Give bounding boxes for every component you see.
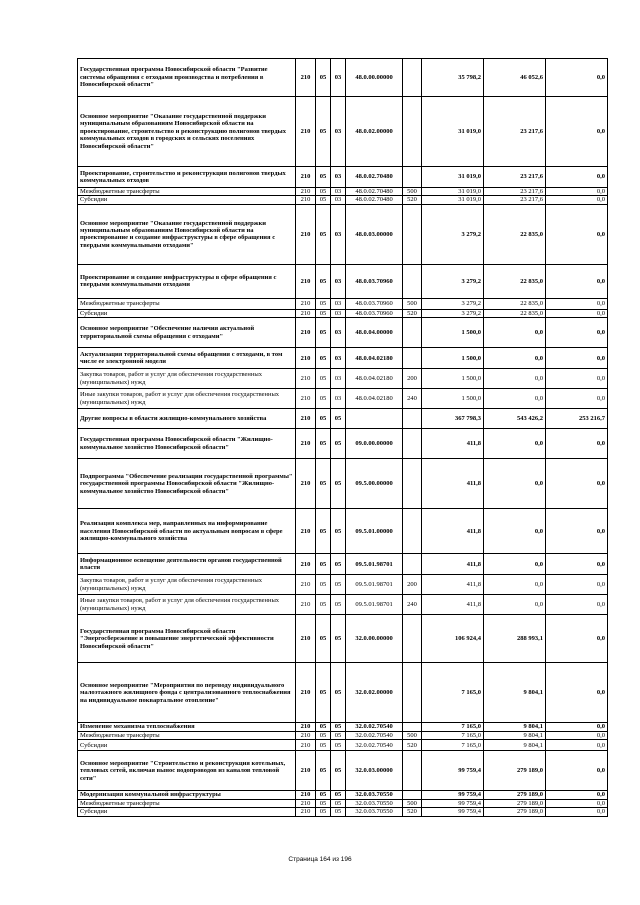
table-row [78, 196, 608, 204]
target-article-code: 48.0.03.70960 [346, 309, 403, 317]
amount-year-3: 0,0 [546, 196, 608, 204]
expense-type-code [403, 264, 422, 298]
expense-type-code: 500 [403, 188, 422, 196]
grbs-code: 210 [296, 459, 316, 509]
section-code: 05 [316, 808, 331, 816]
amount-year-2: 9 804,1 [484, 731, 546, 739]
item-name: Подпрограмма "Обеспечение реализации государственной программы" государственной программы Новосибирской области "Жилищно-коммунальное хозяйство Новосибирской области" [78, 459, 296, 509]
target-article-code: 48.0.03.00000 [346, 204, 403, 264]
target-article-code: 48.0.00.00000 [346, 59, 403, 97]
amount-year-3: 0,0 [546, 264, 608, 298]
grbs-code: 210 [296, 389, 316, 409]
amount-year-2: 0,0 [484, 348, 546, 369]
grbs-code: 210 [296, 188, 316, 196]
amount-year-1: 411,8 [422, 575, 484, 595]
page-footer: Страница 164 из 196 [288, 856, 352, 863]
section-code: 05 [316, 264, 331, 298]
amount-year-3: 0,0 [546, 751, 608, 791]
table-row [78, 791, 608, 799]
item-name: Проектирование, строительство и реконструкция полигонов твердых коммунальных отходов [78, 167, 296, 188]
grbs-code: 210 [296, 595, 316, 615]
amount-year-3: 0,0 [546, 554, 608, 575]
section-code: 05 [316, 389, 331, 409]
amount-year-1: 31 019,0 [422, 188, 484, 196]
target-article-code: 48.0.04.02180 [346, 348, 403, 369]
table-row [78, 409, 608, 429]
amount-year-3: 0,0 [546, 799, 608, 807]
amount-year-2: 23 217,6 [484, 196, 546, 204]
table-row [78, 595, 608, 615]
amount-year-2: 0,0 [484, 389, 546, 409]
grbs-code: 210 [296, 409, 316, 429]
amount-year-2: 279 189,0 [484, 799, 546, 807]
section-code: 05 [316, 348, 331, 369]
item-name: Закупка товаров, работ и услуг для обеспечения государственных (муниципальных) нужд [78, 575, 296, 595]
target-article-code: 09.5.01.00000 [346, 509, 403, 554]
grbs-code: 210 [296, 791, 316, 799]
target-article-code [346, 409, 403, 429]
amount-year-2: 0,0 [484, 459, 546, 509]
amount-year-3: 0,0 [546, 509, 608, 554]
target-article-code: 32.0.00.00000 [346, 615, 403, 663]
subsection-code: 03 [331, 97, 346, 167]
amount-year-3: 0,0 [546, 318, 608, 348]
subsection-code: 03 [331, 188, 346, 196]
subsection-code: 05 [331, 429, 346, 459]
amount-year-3: 0,0 [546, 615, 608, 663]
subsection-code: 05 [331, 595, 346, 615]
item-name: Межбюджетные трансферты [78, 799, 296, 807]
amount-year-2: 543 426,2 [484, 409, 546, 429]
subsection-code: 05 [331, 554, 346, 575]
expense-type-code [403, 167, 422, 188]
target-article-code: 32.0.03.70550 [346, 791, 403, 799]
amount-year-3: 0,0 [546, 369, 608, 389]
grbs-code: 210 [296, 799, 316, 807]
expense-type-code: 500 [403, 731, 422, 739]
item-name: Основное мероприятие "Мероприятия по переводу индивидуального малоэтажного жилищного фонда с централизованного теплоснабжения на индивидуальное поквартальное отопление" [78, 663, 296, 723]
expense-type-code: 240 [403, 389, 422, 409]
item-name: Иные закупки товаров, работ и услуг для обеспечения государственных (муниципальных) нужд [78, 595, 296, 615]
expense-type-code [403, 554, 422, 575]
item-name: Межбюджетные трансферты [78, 298, 296, 309]
item-name: Государственная программа Новосибирской области "Энергосбережение и повышение энергетической эффективности Новосибирской области" [78, 615, 296, 663]
amount-year-2: 279 189,0 [484, 808, 546, 816]
table-row [78, 389, 608, 409]
target-article-code: 48.0.02.00000 [346, 97, 403, 167]
section-code: 05 [316, 731, 331, 739]
section-code: 05 [316, 298, 331, 309]
table-row [78, 615, 608, 663]
table-row [78, 309, 608, 317]
amount-year-3: 0,0 [546, 808, 608, 816]
amount-year-1: 3 279,2 [422, 298, 484, 309]
grbs-code: 210 [296, 554, 316, 575]
subsection-code: 05 [331, 509, 346, 554]
amount-year-3: 0,0 [546, 97, 608, 167]
amount-year-1: 3 279,2 [422, 264, 484, 298]
target-article-code: 09.5.00.00000 [346, 459, 403, 509]
item-name: Информационное освещение деятельности органов государственной власти [78, 554, 296, 575]
expense-type-code [403, 509, 422, 554]
target-article-code: 48.0.03.70960 [346, 298, 403, 309]
expense-type-code [403, 318, 422, 348]
amount-year-1: 411,8 [422, 459, 484, 509]
item-name: Основное мероприятие "Оказание государственной поддержки муниципальным образованиям Новосибирской области на проектирование, строительство и реконструкцию полигонов твердых коммунальных отходов в городских и сельских поселениях Новосибирской области" [78, 97, 296, 167]
amount-year-3: 0,0 [546, 188, 608, 196]
table-row [78, 59, 608, 97]
amount-year-2: 9 804,1 [484, 723, 546, 731]
item-name: Иные закупки товаров, работ и услуг для обеспечения государственных (муниципальных) нужд [78, 389, 296, 409]
item-name: Актуализация территориальной схемы обращения с отходами, в том числе ее электронной модели [78, 348, 296, 369]
section-code: 05 [316, 196, 331, 204]
amount-year-1: 1 500,0 [422, 348, 484, 369]
subsection-code: 03 [331, 369, 346, 389]
expense-type-code [403, 409, 422, 429]
target-article-code: 32.0.02.70540 [346, 731, 403, 739]
amount-year-3: 0,0 [546, 575, 608, 595]
table-row [78, 554, 608, 575]
table-row [78, 575, 608, 595]
subsection-code: 03 [331, 264, 346, 298]
item-name: Субсидии [78, 740, 296, 751]
table-row [78, 799, 608, 807]
amount-year-1: 99 759,4 [422, 791, 484, 799]
grbs-code: 210 [296, 167, 316, 188]
table-row [78, 167, 608, 188]
subsection-code: 03 [331, 348, 346, 369]
target-article-code: 48.0.03.70960 [346, 264, 403, 298]
target-article-code: 09.5.01.98701 [346, 575, 403, 595]
section-code: 05 [316, 429, 331, 459]
section-code: 05 [316, 167, 331, 188]
target-article-code: 48.0.02.70480 [346, 188, 403, 196]
item-name: Субсидии [78, 808, 296, 816]
item-name: Проектирование и создание инфраструктуры в сфере обращения с твердыми коммунальными отходами [78, 264, 296, 298]
amount-year-2: 288 993,1 [484, 615, 546, 663]
amount-year-2: 9 804,1 [484, 740, 546, 751]
expense-type-code [403, 663, 422, 723]
item-name: Закупка товаров, работ и услуг для обеспечения государственных (муниципальных) нужд [78, 369, 296, 389]
expense-type-code [403, 751, 422, 791]
grbs-code: 210 [296, 663, 316, 723]
subsection-code: 03 [331, 204, 346, 264]
subsection-code: 05 [331, 575, 346, 595]
subsection-code: 05 [331, 791, 346, 799]
amount-year-1: 1 500,0 [422, 389, 484, 409]
amount-year-1: 367 798,3 [422, 409, 484, 429]
section-code: 05 [316, 595, 331, 615]
amount-year-1: 31 019,0 [422, 167, 484, 188]
grbs-code: 210 [296, 575, 316, 595]
target-article-code: 09.0.00.00000 [346, 429, 403, 459]
grbs-code: 210 [296, 723, 316, 731]
expense-type-code [403, 723, 422, 731]
amount-year-1: 7 165,0 [422, 663, 484, 723]
expense-type-code [403, 59, 422, 97]
amount-year-2: 279 189,0 [484, 791, 546, 799]
amount-year-1: 99 759,4 [422, 799, 484, 807]
section-code: 05 [316, 791, 331, 799]
grbs-code: 210 [296, 298, 316, 309]
expense-type-code: 520 [403, 309, 422, 317]
amount-year-3: 253 216,7 [546, 409, 608, 429]
subsection-code: 03 [331, 318, 346, 348]
amount-year-1: 31 019,0 [422, 196, 484, 204]
expense-type-code: 520 [403, 808, 422, 816]
table-row [78, 459, 608, 509]
item-name: Основное мероприятие "Оказание государственной поддержки муниципальным образованиям Новосибирской области на проектирование и создание инфраструктуры в сфере обращения с твердыми коммунальными отходами" [78, 204, 296, 264]
amount-year-1: 106 924,4 [422, 615, 484, 663]
subsection-code: 03 [331, 196, 346, 204]
amount-year-3: 0,0 [546, 59, 608, 97]
amount-year-1: 7 165,0 [422, 731, 484, 739]
item-name: Межбюджетные трансферты [78, 188, 296, 196]
amount-year-1: 99 759,4 [422, 751, 484, 791]
subsection-code: 05 [331, 731, 346, 739]
table-row [78, 204, 608, 264]
target-article-code: 32.0.03.00000 [346, 751, 403, 791]
amount-year-1: 1 500,0 [422, 318, 484, 348]
subsection-code: 05 [331, 459, 346, 509]
expense-type-code: 500 [403, 298, 422, 309]
target-article-code: 09.5.01.98701 [346, 595, 403, 615]
target-article-code: 48.0.04.02180 [346, 369, 403, 389]
target-article-code: 32.0.02.70540 [346, 740, 403, 751]
section-code: 05 [316, 309, 331, 317]
subsection-code: 03 [331, 298, 346, 309]
section-code: 05 [316, 554, 331, 575]
amount-year-3: 0,0 [546, 595, 608, 615]
budget-table [77, 58, 608, 817]
table-row [78, 298, 608, 309]
grbs-code: 210 [296, 808, 316, 816]
section-code: 05 [316, 723, 331, 731]
amount-year-3: 0,0 [546, 167, 608, 188]
amount-year-2: 0,0 [484, 429, 546, 459]
amount-year-2: 9 804,1 [484, 663, 546, 723]
target-article-code: 32.0.03.70550 [346, 799, 403, 807]
amount-year-1: 411,8 [422, 509, 484, 554]
expense-type-code [403, 204, 422, 264]
grbs-code: 210 [296, 429, 316, 459]
amount-year-2: 279 189,0 [484, 751, 546, 791]
section-code: 05 [316, 751, 331, 791]
amount-year-3: 0,0 [546, 740, 608, 751]
amount-year-3: 0,0 [546, 309, 608, 317]
expense-type-code [403, 97, 422, 167]
subsection-code: 03 [331, 389, 346, 409]
subsection-code: 03 [331, 59, 346, 97]
grbs-code: 210 [296, 196, 316, 204]
expense-type-code: 240 [403, 595, 422, 615]
amount-year-1: 99 759,4 [422, 808, 484, 816]
amount-year-3: 0,0 [546, 791, 608, 799]
section-code: 05 [316, 799, 331, 807]
section-code: 05 [316, 204, 331, 264]
target-article-code: 32.0.03.70550 [346, 808, 403, 816]
subsection-code: 05 [331, 663, 346, 723]
item-name: Субсидии [78, 196, 296, 204]
section-code: 05 [316, 409, 331, 429]
subsection-code: 05 [331, 723, 346, 731]
grbs-code: 210 [296, 369, 316, 389]
grbs-code: 210 [296, 59, 316, 97]
expense-type-code [403, 791, 422, 799]
amount-year-2: 23 217,6 [484, 97, 546, 167]
section-code: 05 [316, 663, 331, 723]
expense-type-code [403, 348, 422, 369]
amount-year-1: 411,8 [422, 554, 484, 575]
target-article-code: 48.0.02.70480 [346, 167, 403, 188]
section-code: 05 [316, 97, 331, 167]
amount-year-3: 0,0 [546, 298, 608, 309]
grbs-code: 210 [296, 740, 316, 751]
section-code: 05 [316, 459, 331, 509]
expense-type-code [403, 615, 422, 663]
expense-type-code: 520 [403, 196, 422, 204]
grbs-code: 210 [296, 309, 316, 317]
grbs-code: 210 [296, 318, 316, 348]
subsection-code: 05 [331, 751, 346, 791]
item-name: Межбюджетные трансферты [78, 731, 296, 739]
amount-year-2: 22 835,0 [484, 204, 546, 264]
subsection-code: 05 [331, 409, 346, 429]
table-row [78, 318, 608, 348]
grbs-code: 210 [296, 509, 316, 554]
target-article-code: 48.0.04.02180 [346, 389, 403, 409]
amount-year-1: 1 500,0 [422, 369, 484, 389]
table-row [78, 429, 608, 459]
item-name: Основное мероприятие "Обеспечение наличия актуальной территориальной схемы обращения с отходами" [78, 318, 296, 348]
amount-year-3: 0,0 [546, 731, 608, 739]
item-name: Реализация комплекса мер, направленных на информирование населения Новосибирской области по актуальным вопросам в сфере жилищно-коммунального хозяйства [78, 509, 296, 554]
table-row [78, 663, 608, 723]
section-code: 05 [316, 369, 331, 389]
target-article-code: 09.5.01.98701 [346, 554, 403, 575]
table-row [78, 188, 608, 196]
item-name: Изменение механизма теплоснабжения [78, 723, 296, 731]
item-name: Другие вопросы в области жилищно-коммунального хозяйства [78, 409, 296, 429]
section-code: 05 [316, 509, 331, 554]
table-row [78, 808, 608, 816]
expense-type-code: 520 [403, 740, 422, 751]
section-code: 05 [316, 575, 331, 595]
section-code: 05 [316, 188, 331, 196]
subsection-code: 05 [331, 808, 346, 816]
amount-year-3: 0,0 [546, 429, 608, 459]
amount-year-3: 0,0 [546, 204, 608, 264]
grbs-code: 210 [296, 204, 316, 264]
amount-year-1: 411,8 [422, 595, 484, 615]
target-article-code: 48.0.02.70480 [346, 196, 403, 204]
subsection-code: 05 [331, 740, 346, 751]
amount-year-2: 23 217,6 [484, 167, 546, 188]
amount-year-2: 22 835,0 [484, 298, 546, 309]
amount-year-2: 0,0 [484, 369, 546, 389]
amount-year-2: 46 052,6 [484, 59, 546, 97]
expense-type-code: 200 [403, 575, 422, 595]
table-row [78, 723, 608, 731]
grbs-code: 210 [296, 751, 316, 791]
item-name: Модернизация коммунальной инфраструктуры [78, 791, 296, 799]
section-code: 05 [316, 740, 331, 751]
table-row [78, 751, 608, 791]
amount-year-1: 3 279,2 [422, 204, 484, 264]
subsection-code: 05 [331, 799, 346, 807]
amount-year-1: 3 279,2 [422, 309, 484, 317]
amount-year-3: 0,0 [546, 348, 608, 369]
amount-year-1: 411,8 [422, 429, 484, 459]
item-name: Основное мероприятие "Строительство и реконструкция котельных, тепловых сетей, включая вынос водопроводов из каналов тепловой сети" [78, 751, 296, 791]
amount-year-2: 22 835,0 [484, 309, 546, 317]
expense-type-code [403, 459, 422, 509]
amount-year-1: 7 165,0 [422, 740, 484, 751]
amount-year-2: 0,0 [484, 595, 546, 615]
expense-type-code: 500 [403, 799, 422, 807]
amount-year-3: 0,0 [546, 459, 608, 509]
amount-year-2: 23 217,6 [484, 188, 546, 196]
grbs-code: 210 [296, 731, 316, 739]
section-code: 05 [316, 318, 331, 348]
amount-year-3: 0,0 [546, 389, 608, 409]
table-row [78, 509, 608, 554]
amount-year-1: 31 019,0 [422, 97, 484, 167]
item-name: Государственная программа Новосибирской области "Развитие системы обращения с отходами производства и потребления в Новосибирской области" [78, 59, 296, 97]
table-row [78, 97, 608, 167]
table-row [78, 264, 608, 298]
table-row [78, 348, 608, 369]
table-row [78, 740, 608, 751]
subsection-code: 03 [331, 167, 346, 188]
grbs-code: 210 [296, 348, 316, 369]
amount-year-2: 0,0 [484, 575, 546, 595]
amount-year-2: 0,0 [484, 554, 546, 575]
target-article-code: 32.0.02.00000 [346, 663, 403, 723]
subsection-code: 05 [331, 615, 346, 663]
amount-year-3: 0,0 [546, 663, 608, 723]
section-code: 05 [316, 615, 331, 663]
target-article-code: 32.0.02.70540 [346, 723, 403, 731]
grbs-code: 210 [296, 615, 316, 663]
table-row [78, 731, 608, 739]
amount-year-1: 7 165,0 [422, 723, 484, 731]
amount-year-2: 0,0 [484, 318, 546, 348]
amount-year-1: 35 798,2 [422, 59, 484, 97]
grbs-code: 210 [296, 264, 316, 298]
table-row [78, 369, 608, 389]
expense-type-code [403, 429, 422, 459]
item-name: Государственная программа Новосибирской области "Жилищно-коммунальное хозяйство Новосибирской области" [78, 429, 296, 459]
subsection-code: 03 [331, 309, 346, 317]
grbs-code: 210 [296, 97, 316, 167]
amount-year-3: 0,0 [546, 723, 608, 731]
item-name: Субсидии [78, 309, 296, 317]
amount-year-2: 0,0 [484, 509, 546, 554]
amount-year-2: 22 835,0 [484, 264, 546, 298]
target-article-code: 48.0.04.00000 [346, 318, 403, 348]
section-code: 05 [316, 59, 331, 97]
expense-type-code: 200 [403, 369, 422, 389]
